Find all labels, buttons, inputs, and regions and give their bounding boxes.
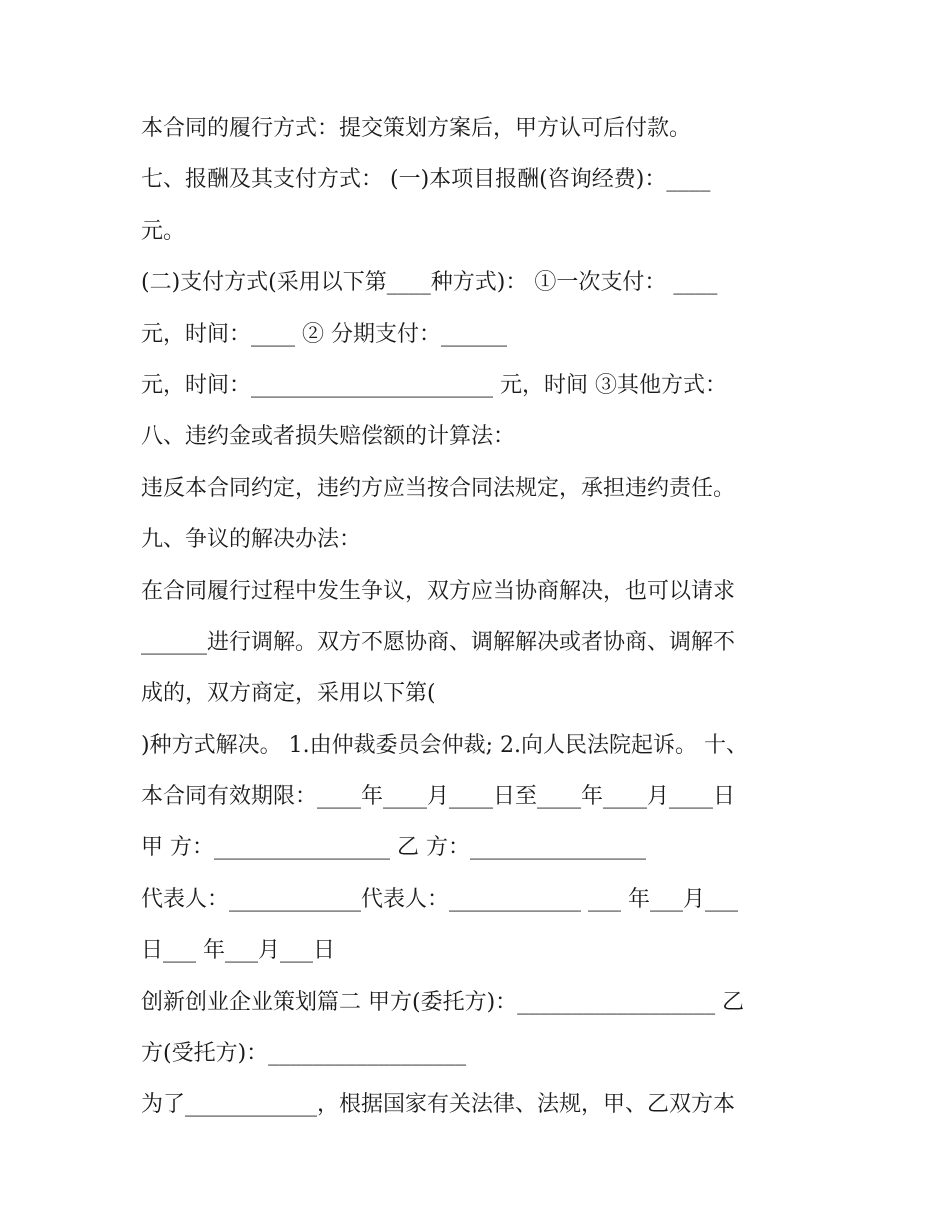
text-line: 八、违约金或者损失赔偿额的计算法： [141,424,516,450]
text-line: ______进行调解。双方不愿协商、调解解决或者协商、调解不 [141,629,736,655]
text-line: 甲 方：________________ 乙 方：________________ [141,835,646,861]
text-line: 七、报酬及其支付方式： (一)本项目报酬(咨询经费)：____ [141,167,711,193]
text-line: 代表人：____________代表人：____________ ___ 年___月___ [141,886,738,912]
text-line: 元。 [141,218,186,244]
text-line: 日___ 年___月___日 [141,938,335,964]
text-line: 在合同履行过程中发生争议，双方应当协商解决，也可以请求 [141,578,736,604]
text-line: (二)支付方式(采用以下第____种方式)： ①一次支付： ____ [141,270,718,296]
text-line: 元，时间：____ ② 分期支付：______ [141,321,507,347]
text-line: )种方式解决。 1.由仲裁委员会仲裁; 2.向人民法院起诉。 十、 [141,732,748,758]
text-line: 方(受托方)：__________________ [141,1041,467,1067]
text-line: 违反本合同约定，违约方应当按合同法规定，承担违约责任。 [141,475,736,501]
text-line: 本合同的履行方式：提交策划方案后，甲方认可后付款。 [141,116,692,141]
text-line: 创新创业企业策划篇二 甲方(委托方)：__________________ 乙 [141,989,745,1015]
text-line: 为了____________，根据国家有关法律、法规，甲、乙双方本 [141,1092,736,1118]
text-line: 九、争议的解决办法： [141,527,362,553]
text-line: 本合同有效期限：____年____月____日至____年____月____日 [141,784,736,810]
contract-text [141,103,821,1131]
text-line: 元，时间：______________________ 元，时间 ③其他方式： [141,372,727,398]
text-line: 成的，双方商定，采用以下第( [141,681,436,707]
